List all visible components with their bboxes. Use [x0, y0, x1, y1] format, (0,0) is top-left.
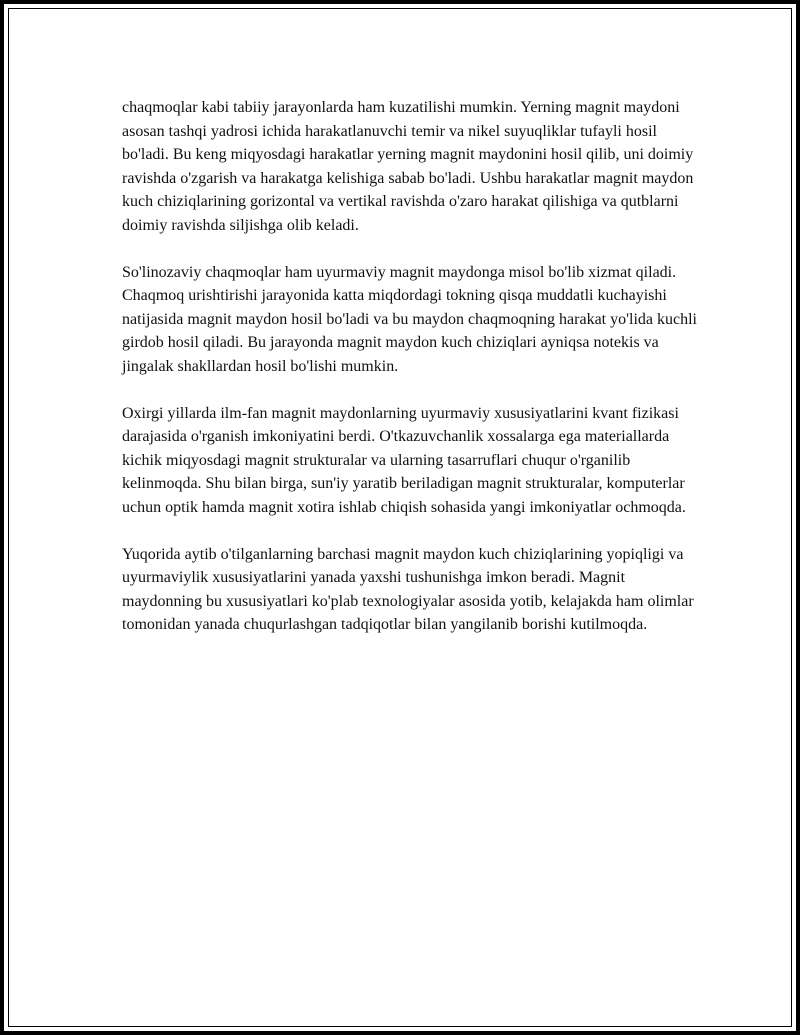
paragraph-conclusion: Yuqorida aytib o'tilganlarning barchasi magnit maydon kuch chiziqlarining yopiqligi va uyurmaviylik xususiyatlarini yanada yaxshi tushunishga imkon beradi. Magnit maydonning bu xususiyatlari ko'plab texnologiyalar asosida yotib, kelajakda ham olimlar tomonidan yanada chuqurlashgan tadqiqotlar bilan yangilanib borishi kutilmoqda.: [122, 545, 694, 633]
paragraph-lightning-vortex-field: So'linozaviy chaqmoqlar ham uyurmaviy magnit maydonga misol bo'lib xizmat qiladi. Chaqmoq urishtirishi jarayonida katta miqdordagi tokning qisqa muddatli kuchayishi natijasida magnit maydon hosil bo'ladi va bu maydon chaqmoqning harakat yo'lida kuchli girdob hosil qiladi. Bu jarayonda magnit maydon kuch chiziqlari ayniqsa notekis va jingalak shakllardan hosil bo'lishi mumkin.: [122, 263, 697, 375]
paragraph-earth-magnetic-field: chaqmoqlar kabi tabiiy jarayonlarda ham kuzatilishi mumkin. Yerning magnit maydoni asosan tashqi yadrosi ichida harakatlanuvchi temir va nikel suyuqliklar tufayli hosil bo'ladi. Bu keng miqyosdagi harakatlar yerning magnit maydonini hosil qilib, uni doimiy ravishda o'zgarish va harakatga kelishiga sabab bo'ladi. Ushbu harakatlar magnit maydon kuch chiziqlarining gorizontal va vertikal ravishda o'zaro harakat qilishiga va qutblarni doimiy ravishda siljishga olib keladi.: [122, 99, 694, 234]
paragraph-quantum-research: Oxirgi yillarda ilm-fan magnit maydonlarning uyurmaviy xususiyatlarini kvant fizikasi darajasida o'rganish imkoniyatini berdi. O'tkazuvchanlik xossalarga ega materiallarda kichik miqyosdagi magnit strukturalar va ularning tasarruflari chuqur o'rganilib kelinmoqda. Shu bilan birga, sun'iy yaratib beriladigan magnit strukturalar, komputerlar uchun optik hamda magnit xotira ishlab chiqish sohasida yangi imkoniyatlar ochmoqda.: [122, 404, 686, 516]
document-body: [122, 96, 702, 660]
